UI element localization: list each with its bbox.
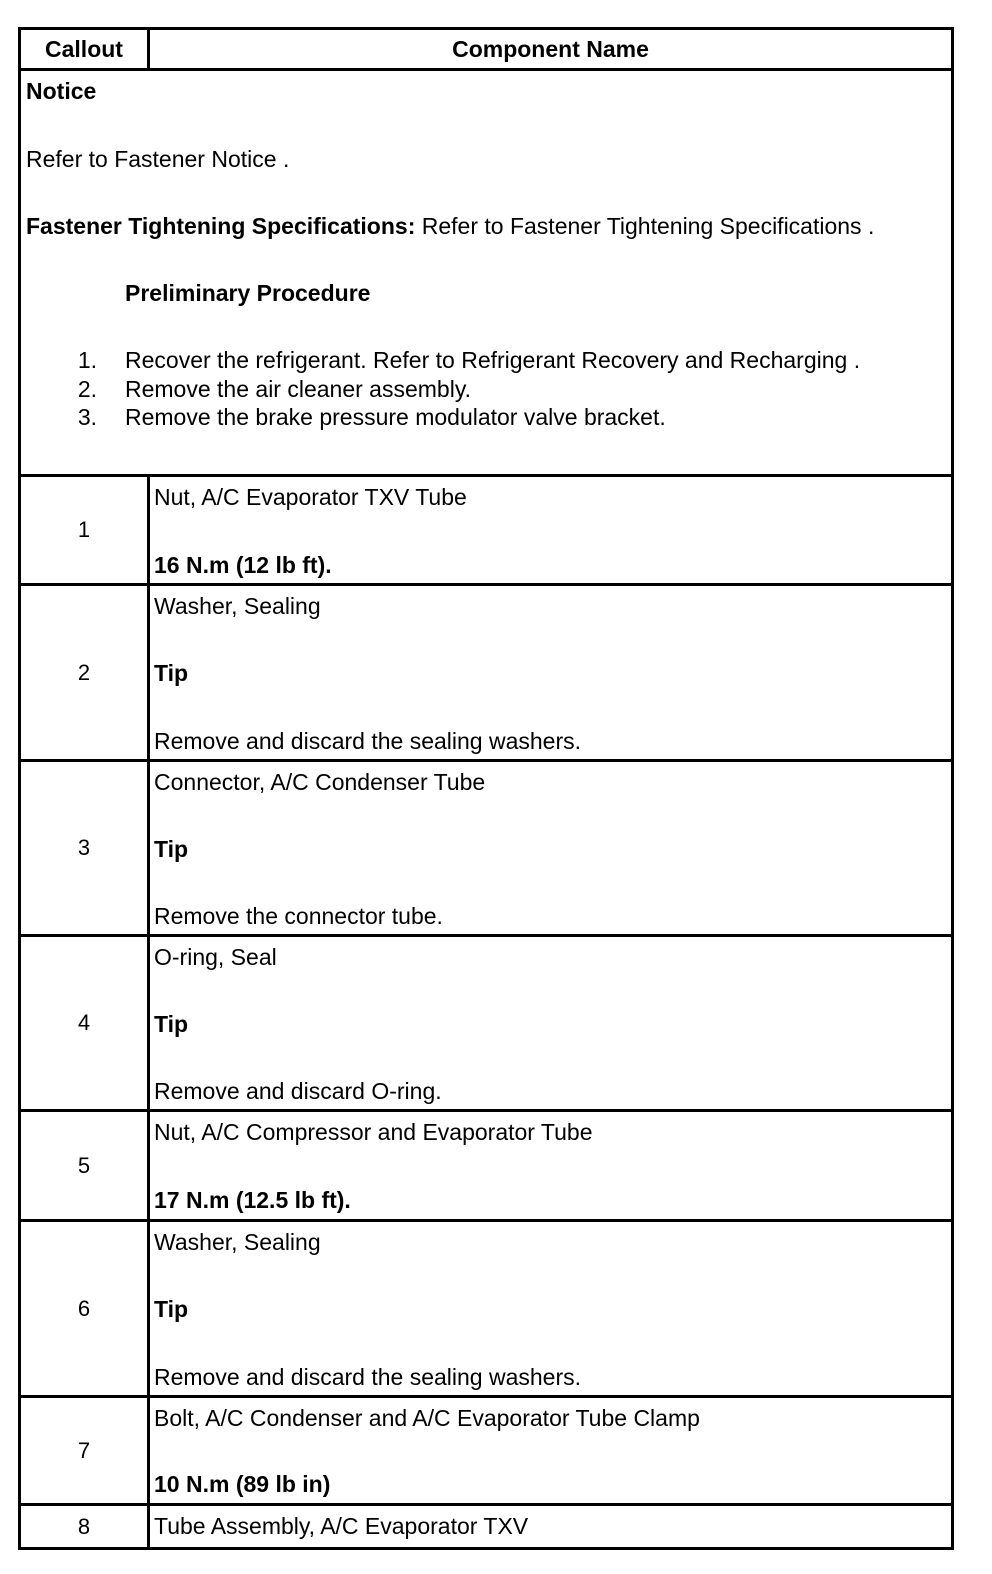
component-name: Washer, Sealing xyxy=(154,593,321,619)
callout-number: 7 xyxy=(21,1398,150,1503)
component-name: Nut, A/C Compressor and Evaporator Tube xyxy=(154,1119,593,1145)
component-name: Tube Assembly, A/C Evaporator TXV xyxy=(154,1513,529,1539)
notice-row xyxy=(21,71,951,477)
component-name: O-ring, Seal xyxy=(154,944,277,970)
callout-column-header: Callout xyxy=(21,30,150,68)
tip-label: Tip xyxy=(154,1296,189,1322)
component-cell xyxy=(154,762,947,934)
callout-number: 8 xyxy=(21,1506,150,1547)
step-number: 2. xyxy=(77,376,97,402)
tip-label: Tip xyxy=(154,1011,189,1037)
component-cell xyxy=(154,586,947,759)
component-name: Washer, Sealing xyxy=(154,1229,321,1255)
fastener-spec-line xyxy=(26,213,874,240)
table-row xyxy=(21,477,951,586)
table-row xyxy=(21,586,951,762)
tip-label: Tip xyxy=(154,836,189,862)
step-number: 3. xyxy=(77,404,97,430)
callout-number: 5 xyxy=(21,1112,150,1219)
fastener-spec-label: Fastener Tightening Specifications: xyxy=(26,213,416,239)
notice-title: Notice xyxy=(26,78,97,104)
table-row xyxy=(21,1506,951,1547)
step-text: Remove the brake pressure modulator valve bracket. xyxy=(125,404,666,430)
step-number: 1. xyxy=(77,347,97,373)
table-row xyxy=(21,1398,951,1506)
step-text: Remove the air cleaner assembly. xyxy=(125,376,471,402)
torque-spec: 10 N.m (89 lb in) xyxy=(154,1471,331,1497)
callout-number: 6 xyxy=(21,1222,150,1395)
callout-number: 4 xyxy=(21,937,150,1109)
tip-text: Remove and discard the sealing washers. xyxy=(154,728,582,754)
table-row xyxy=(21,1112,951,1222)
component-cell xyxy=(154,1506,947,1547)
component-cell xyxy=(154,477,947,583)
callout-number: 1 xyxy=(21,477,150,583)
component-name: Bolt, A/C Condenser and A/C Evaporator Tube Clamp xyxy=(154,1405,700,1431)
component-cell xyxy=(154,937,947,1109)
tip-text: Remove the connector tube. xyxy=(154,903,443,929)
fastener-notice-reference: Refer to Fastener Notice . xyxy=(26,146,290,172)
component-name-column-header: Component Name xyxy=(452,35,649,62)
table-row xyxy=(21,762,951,937)
component-cell xyxy=(154,1112,947,1219)
fastener-spec-text: Refer to Fastener Tightening Specifications . xyxy=(415,213,875,239)
notice-block xyxy=(21,71,951,474)
tip-text: Remove and discard O-ring. xyxy=(154,1078,442,1104)
component-name: Nut, A/C Evaporator TXV Tube xyxy=(154,484,467,510)
callout-number: 2 xyxy=(21,586,150,759)
component-cell xyxy=(154,1222,947,1395)
component-table xyxy=(18,27,954,1550)
component-cell xyxy=(154,1398,947,1503)
tip-label: Tip xyxy=(154,660,189,686)
table-header-row xyxy=(21,30,951,71)
tip-text: Remove and discard the sealing washers. xyxy=(154,1364,582,1390)
torque-spec: 17 N.m (12.5 lb ft). xyxy=(154,1187,351,1213)
torque-spec: 16 N.m (12 lb ft). xyxy=(154,552,332,578)
callout-number: 3 xyxy=(21,762,150,934)
table-row xyxy=(21,1222,951,1398)
component-name: Connector, A/C Condenser Tube xyxy=(154,769,486,795)
table-row xyxy=(21,937,951,1112)
preliminary-procedure-title: Preliminary Procedure xyxy=(125,280,371,306)
step-text: Recover the refrigerant. Refer to Refrigerant Recovery and Recharging . xyxy=(125,347,861,373)
